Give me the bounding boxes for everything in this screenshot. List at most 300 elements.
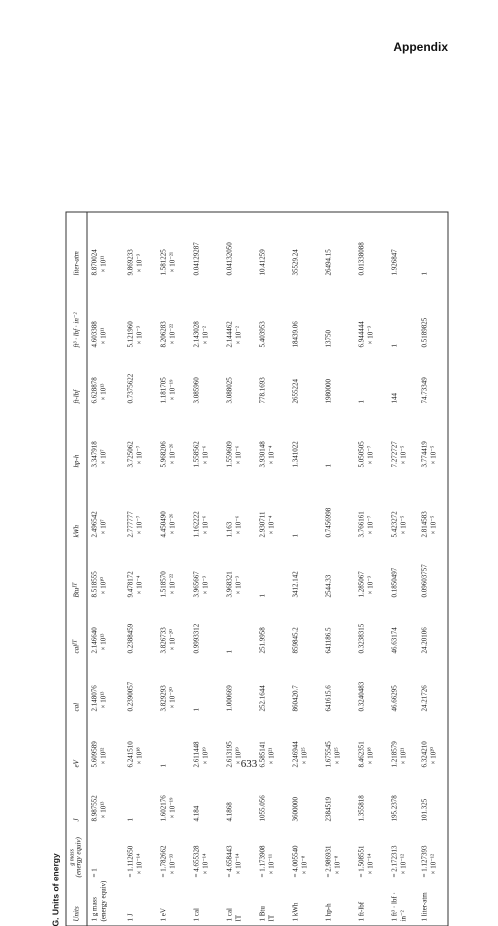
cell-mantissa: 3600000	[291, 796, 299, 821]
cell-mantissa: 1.559609	[225, 440, 233, 467]
row-unit-name: 1 liter-atm	[420, 891, 428, 921]
cell-exponent: × 10⁻²²	[167, 323, 176, 344]
table-cell	[90, 349, 108, 403]
row-unit-name: 1 hp-h	[324, 902, 332, 921]
table-cell	[420, 349, 429, 403]
table-cell	[291, 405, 300, 467]
row-unit-label	[126, 873, 135, 921]
cell-mantissa: 1	[324, 463, 332, 467]
column-header-cal-it-subscript: IT	[72, 639, 79, 645]
table-cell	[324, 277, 333, 347]
cell-mantissa: 1.341022	[291, 440, 299, 467]
cell-mantissa: 4.1868	[225, 801, 233, 821]
cell-mantissa: 1.675545	[324, 740, 332, 767]
cell-mantissa: 859845.2	[291, 626, 299, 653]
table-cell	[90, 823, 99, 877]
table-cell	[258, 599, 267, 653]
table-row	[357, 212, 387, 925]
cell-exponent: × 10⁻¹⁴	[134, 853, 143, 874]
cell-mantissa: 5.121960	[126, 320, 134, 347]
cell-mantissa: 0.3238315	[357, 623, 365, 653]
cell-mantissa: 6.585141	[258, 740, 266, 767]
cell-mantissa: 2.143028	[192, 320, 200, 347]
cell-exponent: × 10⁻²⁶	[167, 513, 176, 534]
cell-exponent: × 10⁻²⁶	[167, 443, 176, 464]
cell-mantissa: 2.930711	[258, 511, 266, 537]
cell-mantissa: 1	[159, 763, 167, 767]
cell-mantissa: 0.2388459	[126, 623, 134, 653]
column-header-btu-it	[66, 549, 86, 597]
table-cell	[258, 277, 267, 347]
table-cell	[324, 655, 333, 711]
row-unit-name: 1 J	[126, 913, 134, 921]
table-row	[324, 212, 354, 925]
table-cell	[159, 539, 177, 597]
cell-mantissa: 5.050505	[357, 440, 365, 467]
table-row	[90, 212, 120, 925]
cell-mantissa: 641186.5	[324, 627, 332, 653]
table-cell	[225, 599, 234, 653]
column-header-cal: cal	[71, 702, 80, 711]
cell-mantissa: 0.04132050	[225, 241, 233, 275]
table-cell	[420, 655, 429, 711]
cell-mantissa: 1.181705	[159, 376, 167, 403]
table-cell	[225, 349, 234, 403]
cell-mantissa: 1980000	[324, 378, 332, 403]
table-cell	[258, 213, 267, 275]
row-unit-name: 1 cal	[192, 907, 200, 921]
table-cell	[258, 469, 276, 537]
table-cell	[420, 769, 429, 821]
table-cell	[126, 655, 135, 711]
cell-mantissa: 6.944444	[357, 320, 365, 347]
table-cell	[192, 277, 210, 347]
energy-units-table	[65, 211, 448, 926]
cell-exponent: × 10⁻⁴	[266, 515, 275, 534]
table-cell	[357, 823, 375, 877]
table-cell	[324, 823, 342, 877]
cell-mantissa: 2.148076	[90, 684, 98, 711]
cell-mantissa: 860420.7	[291, 684, 299, 711]
cell-mantissa: 3.968321	[225, 570, 233, 597]
cell-mantissa: = 1.127393	[420, 845, 428, 877]
cell-mantissa: 5.403953	[258, 320, 266, 347]
cell-exponent: × 10⁻⁶	[200, 445, 209, 464]
column-header-ev: eV	[71, 759, 80, 767]
table-cell	[90, 405, 108, 467]
cell-exponent: × 10¹³	[98, 691, 107, 708]
cell-mantissa: 1	[291, 533, 299, 537]
cell-mantissa: 778.1693	[258, 376, 266, 403]
table-cell	[126, 539, 144, 597]
cell-mantissa: 0.04129287	[192, 241, 200, 275]
table-cell	[420, 539, 429, 597]
row-unit-label	[357, 873, 366, 921]
table-cell	[225, 405, 243, 467]
table-cell	[420, 823, 438, 877]
table-cell	[357, 655, 366, 711]
table-row	[192, 212, 222, 925]
cell-mantissa: 2544.33	[324, 574, 332, 597]
table-cell	[225, 277, 243, 347]
table-row	[258, 212, 288, 925]
cell-mantissa: 2.246944	[291, 740, 299, 767]
table-row	[159, 212, 189, 925]
table-cell	[390, 405, 408, 467]
table-cell	[90, 277, 108, 347]
page-number: 633	[240, 758, 258, 770]
cell-mantissa: 2384519	[324, 796, 332, 821]
table-cell	[258, 349, 267, 403]
cell-mantissa: 1.285067	[357, 570, 365, 597]
cell-mantissa: 1.926847	[390, 248, 398, 275]
table-cell	[90, 655, 108, 711]
table-cell	[357, 599, 366, 653]
cell-mantissa: 1055.056	[258, 794, 266, 821]
cell-mantissa: 5.968206	[159, 440, 167, 467]
cell-mantissa: 3.829293	[159, 684, 167, 711]
cell-mantissa: = 1.782662	[159, 845, 167, 877]
cell-exponent: × 10⁻¹⁹	[167, 797, 176, 818]
cell-mantissa: 26494.15	[324, 248, 332, 275]
cell-mantissa: = 1.173908	[258, 845, 266, 877]
cell-exponent: × 10¹⁸	[134, 746, 143, 764]
cell-mantissa: 0.3240483	[357, 681, 365, 711]
cell-mantissa: 1.581225	[159, 248, 167, 275]
cell-mantissa: 1.218579	[390, 740, 398, 767]
table-cell	[324, 769, 333, 821]
cell-mantissa: 46.63174	[390, 626, 398, 653]
table-cell	[258, 405, 276, 467]
cell-mantissa: 1	[126, 817, 134, 821]
cell-mantissa: 3.766161	[357, 510, 365, 537]
cell-mantissa: 1	[192, 707, 200, 711]
cell-mantissa: 2.146640	[90, 626, 98, 653]
table-cell	[159, 769, 177, 821]
cell-mantissa: 35529.24	[291, 248, 299, 275]
table-cell	[90, 769, 108, 821]
table-cell	[420, 405, 438, 467]
table-cell	[357, 539, 375, 597]
table-cell	[420, 599, 429, 653]
column-header-btu-it-subscript: IT	[72, 582, 79, 588]
cell-exponent: × 10⁻²	[233, 325, 242, 344]
column-header-g-mass-label: g mass	[69, 848, 76, 866]
cell-exponent: × 10¹⁸	[365, 746, 374, 764]
table-cell	[291, 349, 300, 403]
cell-exponent: × 10⁻²⁰	[167, 686, 176, 708]
table-cell	[90, 539, 108, 597]
table-cell	[159, 213, 177, 275]
table-cell	[126, 823, 144, 877]
cell-mantissa: 0.7375622	[126, 373, 134, 403]
row-unit-label	[390, 873, 408, 921]
cell-mantissa: 6.324210	[420, 740, 428, 767]
table-cell	[258, 769, 267, 821]
cell-mantissa: 2.496542	[90, 510, 98, 537]
table-cell	[192, 599, 201, 653]
cell-mantissa: 1.602176	[159, 794, 167, 821]
table-cell	[126, 349, 135, 403]
table-cell	[192, 823, 210, 877]
cell-exponent: × 10²¹	[398, 747, 407, 764]
table-cell	[192, 655, 201, 711]
row-unit-label	[324, 873, 333, 921]
cell-exponent: × 10²⁵	[332, 746, 341, 764]
cell-mantissa: 4.184	[192, 805, 200, 821]
cell-exponent: × 10⁻⁷	[365, 445, 374, 464]
table-cell	[159, 349, 177, 403]
cell-mantissa: 4.450490	[159, 510, 167, 537]
cell-mantissa: 2.144462	[225, 320, 233, 347]
table-cell	[126, 277, 144, 347]
cell-exponent: × 10⁻⁸	[332, 855, 341, 874]
table-cell	[159, 655, 177, 711]
cell-mantissa: 0.2390057	[126, 681, 134, 711]
table-cell	[357, 769, 366, 821]
table-cell	[90, 213, 108, 275]
table-cell	[390, 769, 399, 821]
row-unit-label	[258, 873, 276, 921]
column-header-units: Units	[71, 905, 80, 921]
table-cell	[357, 405, 375, 467]
cell-mantissa: 24.20106	[420, 626, 428, 653]
cell-exponent: × 10⁻³	[365, 575, 374, 594]
table-cell	[192, 769, 201, 821]
table-cell	[357, 277, 375, 347]
cell-exponent: × 10¹⁹	[233, 746, 242, 764]
table-cell	[390, 823, 408, 877]
table-title: G. Units of energy	[50, 852, 60, 926]
table-cell	[357, 213, 366, 275]
cell-exponent: × 10⁻¹²	[398, 853, 407, 874]
cell-mantissa: 0.1850497	[390, 567, 398, 597]
table-cell	[159, 823, 177, 877]
table-cell	[126, 469, 144, 537]
table-cell	[291, 599, 300, 653]
cell-mantissa: 1	[357, 399, 365, 403]
table-cell	[159, 277, 177, 347]
cell-mantissa: 641615.6	[324, 684, 332, 711]
table-cell	[420, 213, 429, 275]
cell-exponent: × 10²⁰	[428, 746, 437, 764]
table-cell	[126, 769, 135, 821]
table-cell	[390, 349, 399, 403]
cell-mantissa: = 2.986931	[324, 845, 332, 877]
cell-exponent: × 10⁻¹⁴	[200, 853, 209, 874]
table-cell	[420, 277, 429, 347]
cell-exponent: × 10⁻⁵	[398, 445, 407, 464]
row-unit-qualifier: (energy equiv)	[98, 880, 107, 921]
table-cell	[192, 213, 201, 275]
row-unit-name: 1 ft³ · lbf ·	[390, 891, 398, 921]
row-unit-label	[225, 873, 243, 921]
appendix-header: Appendix	[393, 40, 448, 54]
cell-mantissa: 1.355818	[357, 794, 365, 821]
column-header-cal-it-label: cal	[71, 644, 80, 653]
cell-mantissa: 9.478172	[126, 570, 134, 597]
table-cell	[126, 405, 144, 467]
cell-mantissa: = 4.658443	[225, 845, 233, 877]
cell-exponent: × 10⁻⁷	[134, 515, 143, 534]
column-header-cal-it	[66, 605, 86, 653]
column-header-g-mass	[66, 835, 86, 877]
cell-mantissa: 7.272727	[390, 440, 398, 467]
cell-exponent: × 10⁻⁷	[365, 515, 374, 534]
cell-mantissa: 1	[258, 593, 266, 597]
table-cell	[90, 599, 108, 653]
cell-mantissa: 8.870024	[90, 248, 98, 275]
cell-mantissa: 2655224	[291, 378, 299, 403]
column-header-hp-h: hp-h	[71, 454, 80, 467]
table-cell	[291, 769, 300, 821]
table-row	[390, 212, 420, 925]
column-header-g-mass-note: (energy equiv)	[74, 836, 83, 877]
cell-mantissa: 8.462351	[357, 740, 365, 767]
cell-exponent: × 10¹³	[98, 801, 107, 818]
cell-exponent: × 10⁻⁵	[428, 515, 437, 534]
cell-mantissa: = 1.508551	[357, 845, 365, 877]
table-row	[420, 212, 450, 925]
cell-mantissa: 10.41259	[258, 248, 266, 275]
cell-exponent: × 10¹⁰	[98, 576, 107, 594]
table-cell	[291, 469, 300, 537]
cell-exponent: × 10⁻¹⁴	[365, 853, 374, 874]
cell-exponent: × 10¹¹	[98, 255, 107, 272]
cell-mantissa: 2.777777	[126, 510, 134, 537]
cell-exponent: × 10⁻²¹	[167, 251, 176, 272]
cell-exponent: × 10¹³	[98, 633, 107, 650]
row-unit-qualifier: IT	[233, 914, 242, 921]
table-cell	[357, 349, 366, 403]
cell-exponent: × 10⁻⁴	[266, 445, 275, 464]
cell-exponent: × 10¹⁹	[200, 746, 209, 764]
column-header-kwh: kWh	[71, 524, 80, 537]
cell-exponent: × 10⁻¹⁴	[233, 853, 242, 874]
table-row	[225, 212, 255, 925]
column-header-liter-atm: liter-atm	[71, 250, 80, 275]
cell-mantissa: 3.085960	[192, 376, 200, 403]
table-cell	[126, 599, 135, 653]
table-cell	[390, 469, 408, 537]
cell-mantissa: = 2.172313	[390, 845, 398, 877]
row-unit-name: 1 cal	[225, 907, 233, 921]
cell-mantissa: 195.2378	[390, 794, 398, 821]
cell-mantissa: 74.73349	[420, 376, 428, 403]
cell-mantissa: 8.206283	[159, 320, 167, 347]
cell-exponent: × 10⁻⁸	[299, 855, 308, 874]
table-cell	[159, 405, 177, 467]
cell-mantissa: = 1.112650	[126, 845, 134, 877]
table-cell	[159, 469, 177, 537]
column-header-ft-lbf: ft-lbf	[71, 389, 80, 403]
cell-exponent: × 10⁻¹²	[428, 853, 437, 874]
table-cell	[390, 539, 399, 597]
cell-exponent: × 10⁻³	[200, 575, 209, 594]
table-cell	[390, 655, 399, 711]
cell-exponent: × 10⁷	[98, 518, 107, 534]
table-cell	[390, 277, 399, 347]
header-rule	[86, 212, 87, 925]
cell-mantissa: 0.7456998	[324, 507, 332, 537]
cell-mantissa: 8.518555	[90, 570, 98, 597]
row-unit-name: 1 g mass	[90, 896, 98, 921]
cell-exponent: × 10⁻²	[200, 325, 209, 344]
row-unit-name: 1 Btu	[258, 905, 266, 921]
column-header-btu-it-label: Btu	[71, 587, 80, 597]
cell-mantissa: 18439.06	[291, 320, 299, 347]
cell-exponent: × 10⁻³	[365, 325, 374, 344]
table-cell	[192, 469, 210, 537]
cell-mantissa: 2.814583	[420, 510, 428, 537]
table-cell	[159, 599, 177, 653]
cell-mantissa: 8.987552	[90, 794, 98, 821]
cell-exponent: × 10⁻⁵	[428, 445, 437, 464]
table-cell	[324, 405, 333, 467]
cell-mantissa: 4.603388	[90, 320, 98, 347]
table-cell	[192, 349, 201, 403]
cell-exponent: × 10²¹	[266, 747, 275, 764]
cell-mantissa: 0.5189825	[420, 317, 428, 347]
cell-mantissa: = 4.005540	[291, 845, 299, 877]
cell-mantissa: 6.241510	[126, 740, 134, 767]
table-cell	[291, 539, 300, 597]
cell-mantissa: 3.088025	[225, 376, 233, 403]
table-cell	[192, 405, 210, 467]
cell-mantissa: 251.9958	[258, 626, 266, 653]
cell-mantissa: 3.826733	[159, 626, 167, 653]
cell-exponent: × 10⁻⁴	[134, 575, 143, 594]
cell-mantissa: 0.09603757	[420, 563, 428, 597]
cell-mantissa: 1	[390, 343, 398, 347]
cell-mantissa: = 4.655328	[192, 845, 200, 877]
cell-exponent: × 10⁻¹⁹	[167, 379, 176, 400]
cell-mantissa: 0.01338088	[357, 241, 365, 275]
cell-mantissa: 101.325	[420, 798, 428, 821]
cell-mantissa: 1.518570	[159, 570, 167, 597]
table-cell	[324, 213, 333, 275]
cell-mantissa: 144	[390, 392, 398, 403]
cell-exponent: × 10⁻³	[134, 325, 143, 344]
cell-mantissa: 3.725062	[126, 440, 134, 467]
table-cell	[258, 655, 267, 711]
cell-exponent: × 10⁻³³	[167, 853, 176, 874]
table-cell	[126, 213, 144, 275]
cell-exponent: × 10⁻⁶	[233, 515, 242, 534]
cell-mantissa: 1.162222	[192, 510, 200, 537]
row-unit-name: 1 ft-lbf	[357, 901, 365, 921]
table-cell	[357, 469, 375, 537]
cell-mantissa: 3.774419	[420, 440, 428, 467]
column-header-ft3-lbf-in2: ft³ · lbf · in⁻²	[71, 311, 80, 347]
cell-mantissa: 9.869233	[126, 248, 134, 275]
cell-mantissa: 13750	[324, 329, 332, 347]
table-cell	[420, 469, 438, 537]
cell-mantissa: 1.558562	[192, 440, 200, 467]
cell-mantissa: 1.000669	[225, 684, 233, 711]
cell-mantissa: 0.9993312	[192, 623, 200, 653]
table-row	[291, 212, 321, 925]
cell-mantissa: 5.609589	[90, 740, 98, 767]
cell-exponent: × 10⁻⁶	[233, 445, 242, 464]
cell-mantissa: 1.163	[225, 521, 233, 537]
cell-exponent: × 10¹¹	[98, 327, 107, 344]
table-cell	[390, 213, 399, 275]
table-cell	[225, 469, 243, 537]
table-cell	[258, 539, 267, 597]
cell-mantissa: = 1	[90, 867, 98, 877]
cell-mantissa: 3.930148	[258, 440, 266, 467]
